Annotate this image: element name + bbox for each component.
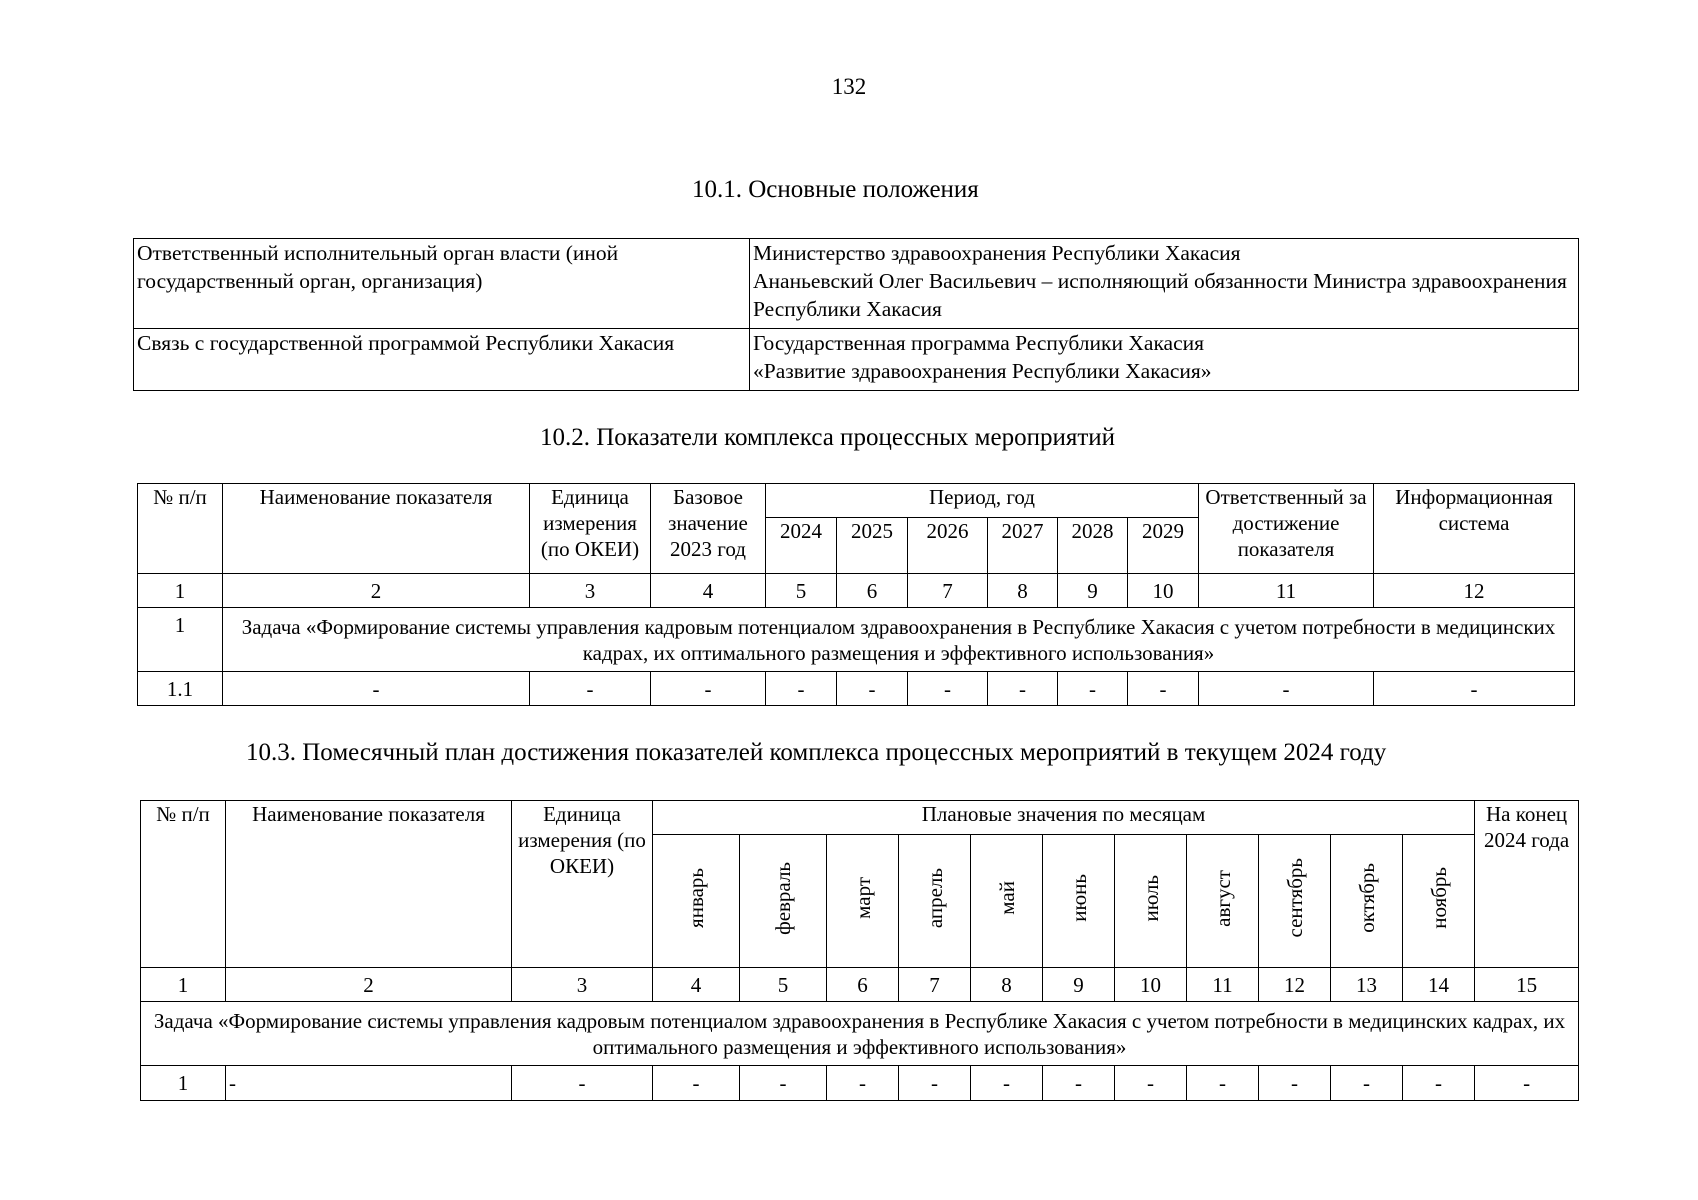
col-number: 1 <box>141 968 226 1002</box>
cell: - <box>653 1066 740 1101</box>
year-header: 2024 <box>766 518 837 574</box>
task-row <box>141 1002 1579 1066</box>
month-label: февраль <box>771 861 795 935</box>
month-label: октябрь <box>1354 863 1379 933</box>
cell: - <box>223 672 530 706</box>
col-number: 8 <box>988 574 1058 608</box>
month-label: апрель <box>922 867 947 929</box>
cell: - <box>971 1066 1043 1101</box>
col-number: 7 <box>908 574 988 608</box>
task-row <box>138 608 1575 672</box>
month-header <box>1115 835 1187 968</box>
col-number: 4 <box>651 574 766 608</box>
year-header: 2027 <box>988 518 1058 574</box>
month-header <box>971 835 1043 968</box>
col-number: 10 <box>1115 968 1187 1002</box>
cell: - <box>837 672 908 706</box>
cell: - <box>827 1066 899 1101</box>
month-header <box>1043 835 1115 968</box>
month-label: май <box>994 881 1019 915</box>
cell: - <box>1374 672 1575 706</box>
value-line: «Развитие здравоохранения Республики Хакасия» <box>753 359 1212 383</box>
page-number: 132 <box>831 74 867 99</box>
col-number: 2 <box>223 574 530 608</box>
program-link-label: Связь с государственной программой Республики Хакасия <box>134 329 750 391</box>
program-link-value <box>750 329 1579 391</box>
month-label: июнь <box>1066 874 1091 922</box>
basic-provisions-table <box>133 238 1579 391</box>
col-number: 13 <box>1331 968 1403 1002</box>
month-header <box>899 835 971 968</box>
cell: - <box>1475 1066 1579 1101</box>
cell: - <box>1259 1066 1331 1101</box>
cell: - <box>1187 1066 1259 1101</box>
year-header: 2025 <box>837 518 908 574</box>
col-number: 9 <box>1058 574 1128 608</box>
cell: - <box>766 672 837 706</box>
info-system-header: Информационная система <box>1374 484 1575 574</box>
monthly-values-header: Плановые значения по месяцам <box>653 801 1475 835</box>
month-label: сентябрь <box>1282 858 1307 938</box>
col-number: 4 <box>653 968 740 1002</box>
section-1-title: 10.1. Основные положения <box>692 176 979 203</box>
unit-header: Единица измерения (по ОКЕИ) <box>530 484 651 574</box>
responsible-header: Ответственный за достижение показателя <box>1199 484 1374 574</box>
cell: - <box>1128 672 1199 706</box>
base-header: Базовое значение 2023 год <box>651 484 766 574</box>
task-text: Задача «Формирование системы управления кадровым потенциалом здравоохранения в Республике Хакасия с учетом потребности в медицинских кадрах, их оптимального размещения и эффективного использования» <box>223 608 1575 672</box>
col-number: 6 <box>827 968 899 1002</box>
value-line: Ананьевский Олег Васильевич – исполняющий обязанности Министра здравоохранения Республики Хакасия <box>753 269 1567 321</box>
col-number: 8 <box>971 968 1043 1002</box>
year-header: 2029 <box>1128 518 1199 574</box>
month-header <box>1331 835 1403 968</box>
cell: - <box>740 1066 827 1101</box>
col-number: 6 <box>837 574 908 608</box>
row-number: 1 <box>141 1066 226 1101</box>
month-label: январь <box>684 868 708 928</box>
cell: - <box>1058 672 1128 706</box>
cell: - <box>1199 672 1374 706</box>
row-number: 1.1 <box>138 672 223 706</box>
col-number: 5 <box>740 968 827 1002</box>
month-header <box>827 835 899 968</box>
year-end-header: На конец 2024 года <box>1475 801 1579 968</box>
col-number: 12 <box>1374 574 1575 608</box>
unit-header: Единица измерения (по ОКЕИ) <box>512 801 653 968</box>
table-row <box>141 1066 1579 1101</box>
header-row <box>138 484 1575 518</box>
cell: - <box>988 672 1058 706</box>
month-header <box>740 835 827 968</box>
section-2-title: 10.2. Показатели комплекса процессных мероприятий <box>540 424 1116 451</box>
cell: - <box>651 672 766 706</box>
year-header: 2028 <box>1058 518 1128 574</box>
task-number: 1 <box>138 608 223 672</box>
name-header: Наименование показателя <box>226 801 512 968</box>
month-header <box>653 835 740 968</box>
header-row <box>141 801 1579 835</box>
col-number: 3 <box>512 968 653 1002</box>
value-line: Государственная программа Республики Хакасия <box>753 331 1205 355</box>
cell: - <box>226 1066 512 1101</box>
col-number: 14 <box>1403 968 1475 1002</box>
column-numbers-row <box>141 968 1579 1002</box>
cell: - <box>908 672 988 706</box>
task-text: Задача «Формирование системы управления кадровым потенциалом здравоохранения в Республике Хакасия с учетом потребности в медицинских кадрах, их оптимального размещения и эффективного использования» <box>141 1002 1579 1066</box>
cell: - <box>512 1066 653 1101</box>
month-header <box>1403 835 1475 968</box>
cell: - <box>1331 1066 1403 1101</box>
month-label: август <box>1210 869 1235 927</box>
table-row <box>138 672 1575 706</box>
table-row <box>134 239 1579 329</box>
num-header: № п/п <box>141 801 226 968</box>
cell: - <box>1115 1066 1187 1101</box>
column-numbers-row <box>138 574 1575 608</box>
col-number: 7 <box>899 968 971 1002</box>
responsible-label: Ответственный исполнительный орган власти (иной государственный орган, организация) <box>134 239 750 329</box>
year-header: 2026 <box>908 518 988 574</box>
month-header <box>1259 835 1331 968</box>
period-header: Период, год <box>766 484 1199 518</box>
name-header: Наименование показателя <box>223 484 530 574</box>
cell: - <box>899 1066 971 1101</box>
col-number: 5 <box>766 574 837 608</box>
section-3-title: 10.3. Помесячный план достижения показателей комплекса процессных мероприятий в текущем 2024 году <box>246 739 1387 766</box>
col-number: 3 <box>530 574 651 608</box>
col-number: 2 <box>226 968 512 1002</box>
indicators-table <box>137 483 1575 706</box>
month-label: июль <box>1138 874 1163 922</box>
value-line: Министерство здравоохранения Республики Хакасия <box>753 241 1241 265</box>
col-number: 10 <box>1128 574 1199 608</box>
cell: - <box>1403 1066 1475 1101</box>
col-number: 11 <box>1187 968 1259 1002</box>
cell: - <box>530 672 651 706</box>
monthly-plan-table <box>140 800 1579 1101</box>
month-header <box>1187 835 1259 968</box>
col-number: 12 <box>1259 968 1331 1002</box>
month-label: ноябрь <box>1426 867 1451 929</box>
col-number: 1 <box>138 574 223 608</box>
col-number: 11 <box>1199 574 1374 608</box>
col-number: 9 <box>1043 968 1115 1002</box>
col-number: 15 <box>1475 968 1579 1002</box>
responsible-value <box>750 239 1579 329</box>
table-row <box>134 329 1579 391</box>
num-header: № п/п <box>138 484 223 574</box>
cell: - <box>1043 1066 1115 1101</box>
month-label: март <box>850 877 875 919</box>
